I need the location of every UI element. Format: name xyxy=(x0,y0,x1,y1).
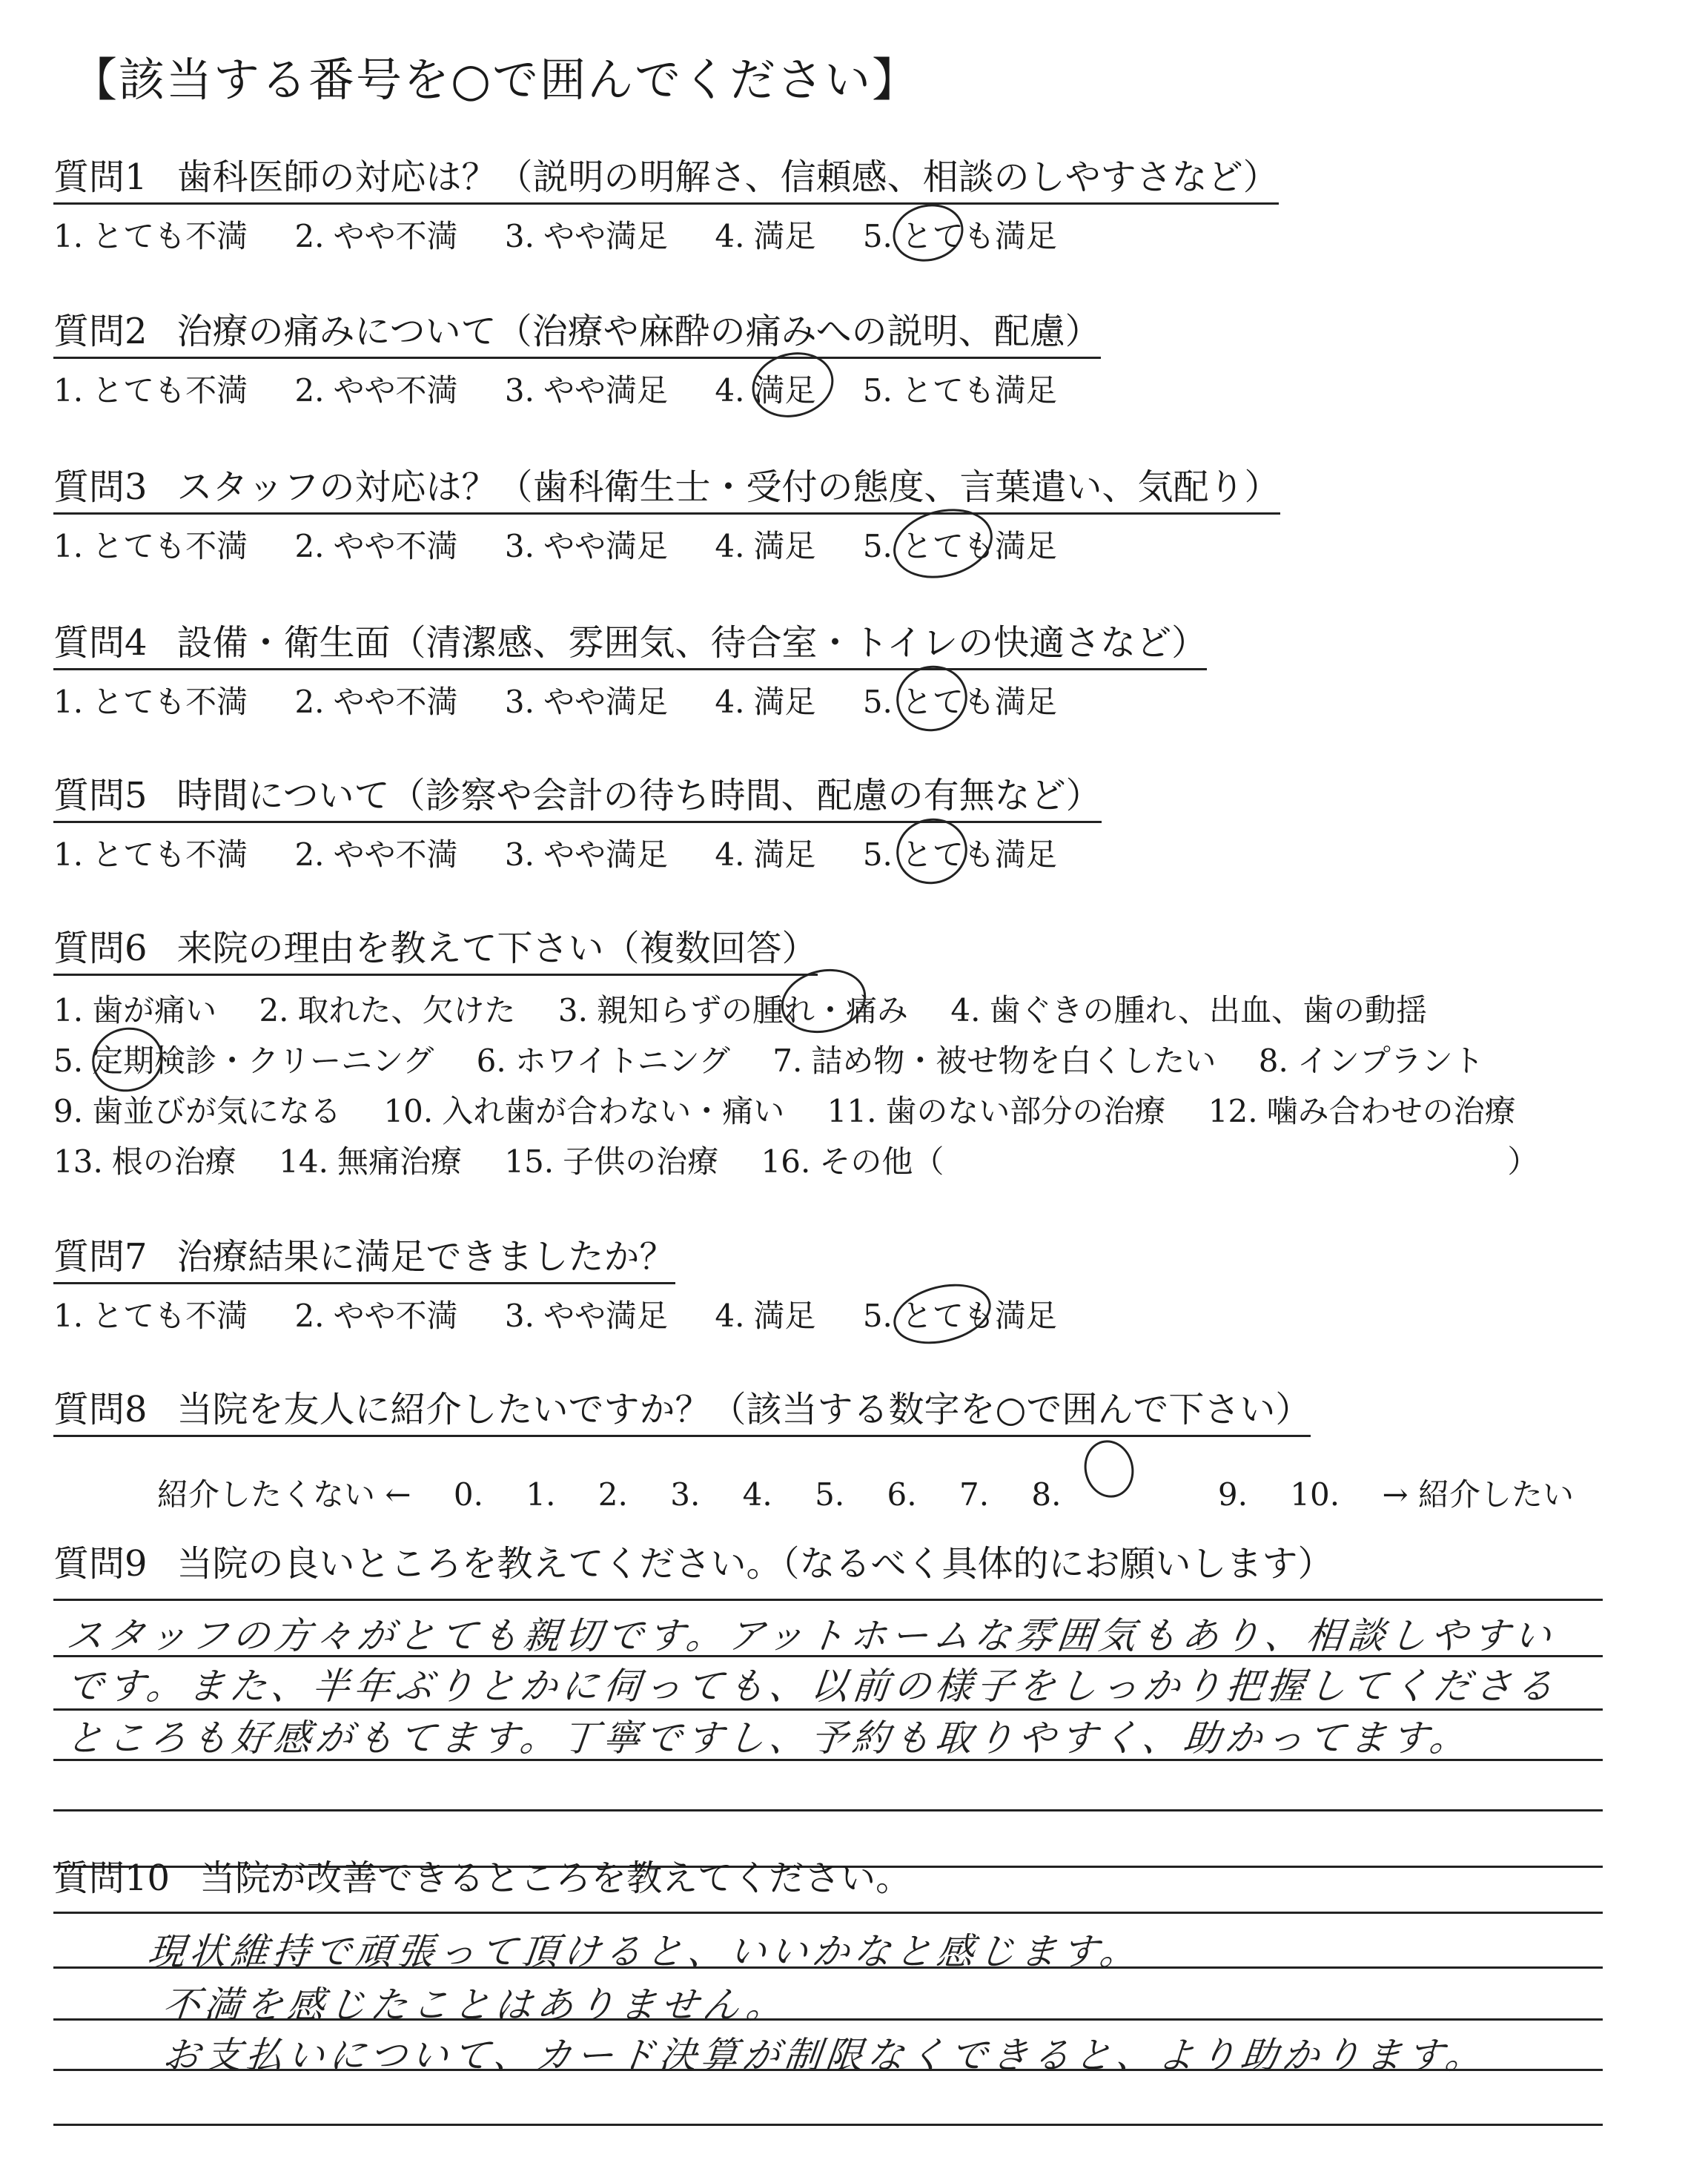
handwritten-answer-line: お支払いについて、カード決算が制限なくできると、より助かります。 xyxy=(160,2034,1489,2077)
option-2[interactable]: 2. やや不満 xyxy=(294,372,458,409)
rating-options xyxy=(53,366,1101,411)
option-2[interactable]: 2. やや不満 xyxy=(294,684,458,720)
reason-4[interactable]: 4. 歯ぐきの腫れ、出血、歯の動揺 xyxy=(950,992,1427,1028)
option-3[interactable]: 3. やや満足 xyxy=(504,1298,668,1334)
option-3[interactable]: 3. やや満足 xyxy=(504,372,668,409)
reason-12[interactable]: 12. 噛み合わせの治療 xyxy=(1208,1093,1516,1129)
question-2 xyxy=(53,303,1101,411)
selection-circle xyxy=(1079,1435,1140,1503)
question-1 xyxy=(53,148,1279,257)
question-text: 当院の良いところを教えてください。（なるべく具体的にお願いします） xyxy=(176,1543,1334,1585)
question-text: スタッフの対応は？（歯科衛生士・受付の態度、言葉遣い、気配り） xyxy=(176,466,1280,508)
option-4[interactable]: 4. 満足 xyxy=(715,684,816,720)
question-text: 歯科医師の対応は？（説明の明解さ、信頼感、相談のしやすさなど） xyxy=(176,156,1279,198)
question-9-title xyxy=(53,1535,1334,1586)
scale-2[interactable]: 2. xyxy=(598,1476,628,1513)
question-text: 当院を友人に紹介したいですか？（該当する数字を○で囲んで下さい） xyxy=(176,1389,1311,1430)
option-1[interactable]: 1. とても不満 xyxy=(53,218,248,254)
question-number: 質問6 xyxy=(53,928,148,969)
reason-1[interactable]: 1. 歯が痛い xyxy=(53,992,217,1028)
option-2[interactable]: 2. やや不満 xyxy=(294,1298,458,1334)
question-text: 治療結果に満足できましたか？ xyxy=(176,1236,675,1278)
option-1[interactable]: 1. とても不満 xyxy=(53,1298,248,1334)
rating-options xyxy=(53,212,1279,257)
reason-16[interactable]: 16. その他（ ） xyxy=(761,1143,1539,1180)
question-number: 質問7 xyxy=(53,1236,148,1278)
question-number: 質問5 xyxy=(53,775,148,816)
handwritten-answer-line: スタッフの方々がとても親切です。アットホームな雰囲気もあり、相談しやすい xyxy=(64,1614,1558,1657)
rating-options xyxy=(53,522,1280,567)
handwritten-answer-line: 現状維持で頑張って頂けると、いいかなと感じます。 xyxy=(145,1930,1144,1973)
scale-8[interactable]: 8. xyxy=(1031,1447,1175,1513)
option-1[interactable]: 1. とても不満 xyxy=(53,836,248,873)
scale-0[interactable]: 0. xyxy=(453,1476,483,1513)
question-4-title xyxy=(53,614,1207,670)
question-8 xyxy=(53,1381,1606,1515)
reason-7[interactable]: 7. 詰め物・被せ物を白くしたい xyxy=(772,1043,1217,1079)
option-1[interactable]: 1. とても不満 xyxy=(53,528,248,564)
question-text: 設備・衛生面（清潔感、雰囲気、待合室・トイレの快適さなど） xyxy=(176,622,1208,664)
question-number: 質問4 xyxy=(53,622,148,664)
question-number: 質問10 xyxy=(53,1857,171,1899)
option-5[interactable]: 5. とても満足 xyxy=(863,522,1057,567)
scale-1[interactable]: 1. xyxy=(526,1476,556,1513)
scale-5[interactable]: 5. xyxy=(815,1476,845,1513)
option-2[interactable]: 2. やや不満 xyxy=(294,836,458,873)
question-5 xyxy=(53,767,1102,875)
question-4 xyxy=(53,614,1207,722)
question-9 xyxy=(53,1535,1334,1586)
rating-options xyxy=(53,678,1207,722)
question-number: 質問9 xyxy=(53,1543,148,1585)
scale-7[interactable]: 7. xyxy=(959,1476,990,1513)
option-4[interactable]: 4. 満足 xyxy=(715,1298,816,1334)
option-3[interactable]: 3. やや満足 xyxy=(504,836,668,873)
form-header: 【該当する番号を○で囲んでください】 xyxy=(71,53,920,107)
question-10-title xyxy=(53,1849,911,1900)
question-7-title xyxy=(53,1228,675,1284)
question-text: 当院が改善できるところを教えてください。 xyxy=(199,1857,912,1899)
reason-11[interactable]: 11. 歯のない部分の治療 xyxy=(827,1093,1166,1129)
option-2[interactable]: 2. やや不満 xyxy=(294,528,458,564)
question-number: 質問3 xyxy=(53,466,148,508)
reason-10[interactable]: 10. 入れ歯が合わない・痛い xyxy=(383,1093,785,1129)
reason-options xyxy=(53,986,1571,1188)
option-4[interactable]: 4. 満足 xyxy=(715,836,816,873)
option-1[interactable]: 1. とても不満 xyxy=(53,372,248,409)
scale-4[interactable]: 4. xyxy=(742,1476,772,1513)
reason-8[interactable]: 8. インプラント xyxy=(1258,1043,1484,1079)
option-5[interactable]: 5. とても満足 xyxy=(863,212,1057,257)
reason-15[interactable]: 15. 子供の治療 xyxy=(504,1143,719,1180)
question-1-title xyxy=(53,148,1279,205)
scale-left-label: 紹介したくない ← xyxy=(157,1476,411,1513)
recommend-scale xyxy=(157,1447,1606,1515)
handwritten-answer-line: 不満を感じたことはありません。 xyxy=(160,1984,790,2027)
handwritten-answer-line: です。また、半年ぶりとかに伺っても、以前の様子をしっかり把握してくださる xyxy=(64,1665,1560,1708)
question-text: 来院の理由を教えて下さい（複数回答） xyxy=(176,928,818,969)
option-5[interactable]: 5. とても満足 xyxy=(863,678,1057,722)
option-3[interactable]: 3. やや満足 xyxy=(504,528,668,564)
question-text: 時間について（診察や会計の待ち時間、配慮の有無など） xyxy=(176,775,1102,816)
reason-6[interactable]: 6. ホワイトニング xyxy=(476,1043,730,1079)
scale-10[interactable]: 10. xyxy=(1290,1476,1340,1513)
scale-right-label: → 紹介したい xyxy=(1382,1476,1574,1513)
question-text: 治療の痛みについて（治療や麻酔の痛みへの説明、配慮） xyxy=(176,311,1101,352)
option-3[interactable]: 3. やや満足 xyxy=(504,684,668,720)
option-5[interactable]: 5. とても満足 xyxy=(863,830,1057,875)
option-5[interactable]: 5. とても満足 xyxy=(862,372,1057,409)
option-4[interactable]: 4. 満足 xyxy=(715,366,815,411)
scale-9[interactable]: 9. xyxy=(1217,1476,1248,1513)
reason-14[interactable]: 14. 無痛治療 xyxy=(279,1143,462,1180)
reason-3[interactable]: 3. 親知らずの腫れ・痛み xyxy=(558,986,908,1031)
option-4[interactable]: 4. 満足 xyxy=(715,218,816,254)
option-5[interactable]: 5. とても満足 xyxy=(863,1292,1057,1336)
question-number: 質問8 xyxy=(53,1389,148,1430)
question-7 xyxy=(53,1228,1094,1336)
question-2-title xyxy=(53,303,1101,359)
reason-5[interactable]: 5. 定期検診・クリーニング xyxy=(53,1037,434,1081)
rating-options xyxy=(53,1292,1094,1336)
reason-13[interactable]: 13. 根の治療 xyxy=(53,1143,236,1180)
option-1[interactable]: 1. とても不満 xyxy=(53,684,248,720)
question-10 xyxy=(53,1849,911,1900)
option-4[interactable]: 4. 満足 xyxy=(715,528,816,564)
question-6 xyxy=(53,919,1571,1188)
rating-options xyxy=(53,830,1102,875)
reason-2[interactable]: 2. 取れた、欠けた xyxy=(259,992,516,1028)
reason-9[interactable]: 9. 歯並びが気になる xyxy=(53,1093,342,1129)
scale-3[interactable]: 3. xyxy=(670,1476,701,1513)
question-5-title xyxy=(53,767,1102,823)
handwritten-answer-line: ところも好感がもてます。丁寧ですし、予約も取りやすく、助かってます。 xyxy=(64,1717,1474,1760)
scale-6[interactable]: 6. xyxy=(887,1476,917,1513)
question-8-title xyxy=(53,1381,1311,1437)
question-3-title xyxy=(53,458,1280,515)
question-number: 質問2 xyxy=(53,311,148,352)
option-2[interactable]: 2. やや不満 xyxy=(294,218,458,254)
question-3 xyxy=(53,458,1280,567)
option-3[interactable]: 3. やや満足 xyxy=(504,218,668,254)
question-number: 質問1 xyxy=(53,156,148,198)
question-6-title xyxy=(53,919,818,976)
